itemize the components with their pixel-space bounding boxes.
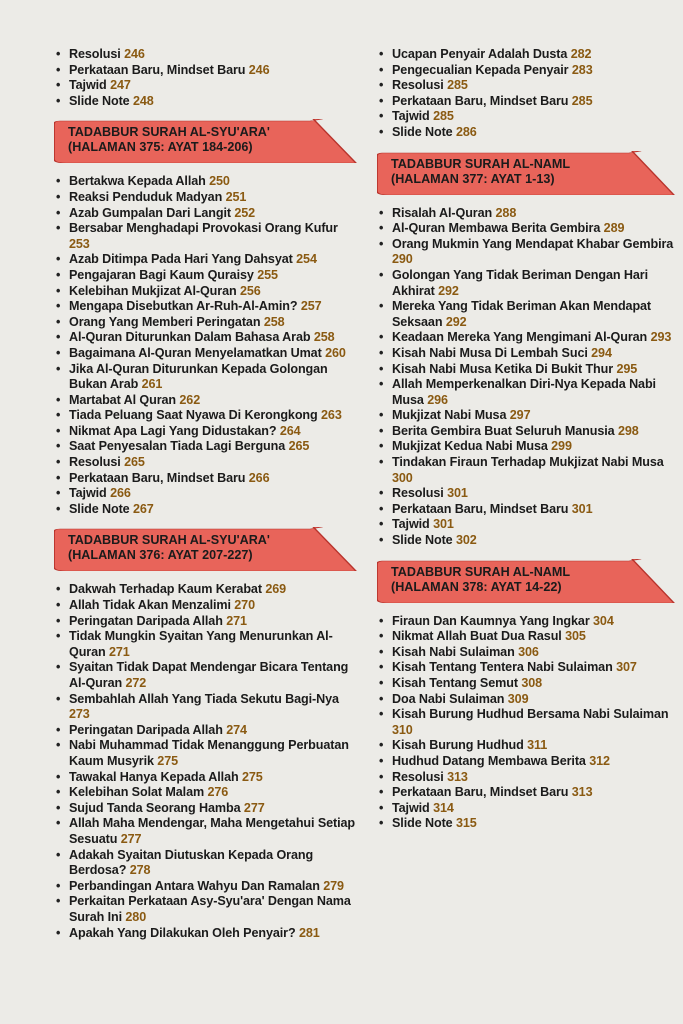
toc-entry (54, 174, 359, 190)
toc-entry-page: 297 (509, 408, 531, 423)
toc-entry-page: 255 (257, 267, 278, 282)
toc-entry (377, 221, 677, 237)
toc-entry-page: 248 (133, 93, 154, 108)
toc-entry-title: Nikmat Apa Lagi Yang Didustakan? (69, 423, 277, 438)
toc-entry-page: 250 (209, 174, 230, 189)
section-banner (54, 119, 359, 163)
toc-entry-page: 301 (433, 517, 454, 532)
toc-entry-page: 278 (129, 863, 151, 878)
toc-entry-page: 296 (427, 392, 448, 407)
toc-entry-title: Reaksi Penduduk Madyan (69, 189, 223, 204)
toc-entry-page: 261 (141, 377, 163, 392)
toc-entry-page: 258 (263, 314, 285, 329)
toc-entry (54, 455, 359, 471)
toc-list (54, 174, 359, 517)
toc-entry-title: Slide Note (69, 93, 130, 108)
toc-entry (54, 393, 359, 409)
toc-entry-title: Apakah Yang Dilakukan Oleh Penyair? (69, 925, 296, 940)
banner-title-line1: TADABBUR SURAH AL-SYU'ARA' (68, 533, 270, 548)
toc-entry-page: 269 (265, 582, 287, 597)
toc-entry-page: 292 (445, 314, 467, 329)
toc-entry (377, 533, 677, 549)
toc-entry-page: 280 (125, 909, 147, 924)
toc-entry (54, 252, 359, 268)
toc-entry-page: 315 (456, 816, 477, 831)
toc-entry (54, 614, 359, 630)
toc-entry (377, 801, 677, 817)
toc-entry-page: 266 (248, 470, 270, 485)
toc-entry (54, 582, 359, 598)
toc-entry-page: 275 (242, 769, 263, 784)
toc-entry (54, 738, 359, 769)
toc-entry-title: Resolusi (392, 769, 444, 784)
toc-entry (54, 47, 359, 63)
toc-entry (54, 894, 359, 925)
toc-entry-title: Al-Quran Membawa Berita Gembira (392, 221, 601, 236)
toc-list (54, 582, 359, 941)
toc-entry-page: 257 (300, 299, 322, 314)
toc-entry-title: Perkataan Baru, Mindset Baru (392, 93, 569, 108)
toc-entry-title: Hudhud Datang Membawa Berita (392, 753, 586, 768)
banner-title (68, 533, 270, 563)
toc-entry-page: 282 (570, 47, 592, 61)
toc-entry-title: Nabi Muhammad Tidak Menanggung Perbuatan Kaum Musyrik (69, 738, 349, 768)
toc-entry-page: 299 (551, 439, 572, 454)
toc-entry-title: Jika Al-Quran Diturunkan Kepada Golongan Bukan Arab (69, 361, 328, 392)
toc-entry-page: 258 (313, 330, 335, 345)
toc-entry-title: Golongan Yang Tidak Beriman Dengan Hari Akhirat (392, 267, 648, 298)
toc-entry-page: 273 (69, 707, 90, 722)
toc-entry-title: Tajwid (392, 517, 430, 532)
toc-entry-page: 279 (323, 878, 344, 893)
toc-entry-page: 293 (650, 330, 672, 345)
toc-entry-page: 285 (571, 93, 593, 108)
toc-entry-title: Allah Memperkenalkan Diri-Nya Kepada Nabi Musa (392, 377, 656, 407)
toc-entry (377, 754, 677, 770)
toc-entry-page: 283 (571, 62, 593, 77)
toc-entry-page: 309 (507, 691, 529, 706)
toc-entry (377, 94, 677, 110)
toc-entry-title: Bagaimana Al-Quran Menyelamatkan Umat (69, 345, 322, 360)
toc-entry-title: Kelebihan Solat Malam (69, 785, 205, 800)
toc-entry-page: 314 (433, 800, 454, 815)
toc-entry (377, 362, 677, 378)
toc-entry-page: 256 (239, 283, 261, 298)
toc-entry (54, 78, 359, 94)
toc-entry-title: Berita Gembira Buat Seluruh Manusia (392, 423, 615, 438)
toc-entry-title: Tidak Mungkin Syaitan Yang Menurunkan Al-Quran (69, 629, 333, 659)
banner-title-line1: TADABBUR SURAH AL-NAML (391, 156, 571, 171)
toc-entry (54, 770, 359, 786)
toc-entry-page: 307 (616, 660, 637, 675)
toc-entry-title: Perkataan Baru, Mindset Baru (392, 785, 569, 800)
toc-entry-page: 254 (296, 252, 317, 267)
toc-entry-title: Kisah Nabi Musa Ketika Di Bukit Thur (392, 361, 614, 376)
banner-title-line1: TADABBUR SURAH AL-NAML (391, 564, 571, 579)
toc-entry-title: Azab Gumpalan Dari Langit (69, 205, 231, 220)
toc-entry (377, 676, 677, 692)
toc-entry (54, 299, 359, 315)
banner-title-line2: (HALAMAN 376: AYAT 207-227) (68, 548, 253, 563)
toc-entry (54, 502, 359, 518)
toc-entry (54, 660, 359, 691)
toc-entry-page: 277 (243, 800, 265, 815)
toc-entry-page: 267 (133, 501, 154, 516)
toc-entry-page: 277 (120, 831, 142, 846)
toc-entry (377, 614, 677, 630)
toc-entry-page: 272 (125, 676, 147, 690)
toc-entry-page: 301 (571, 501, 593, 516)
toc-entry-page: 251 (225, 189, 247, 204)
toc-entry (377, 63, 677, 79)
toc-entry (54, 284, 359, 300)
toc-entry-title: Perkaitan Perkataan Asy-Syu'ara' Dengan Nama Surah Ini (69, 894, 351, 924)
toc-entry-page: 312 (589, 753, 610, 768)
toc-entry (377, 424, 677, 440)
toc-entry-page: 264 (279, 423, 301, 438)
toc-entry-title: Perkataan Baru, Mindset Baru (392, 501, 569, 516)
toc-entry (54, 801, 359, 817)
toc-entry-page: 313 (447, 769, 468, 784)
toc-entry (54, 424, 359, 440)
toc-entry-page: 301 (447, 486, 468, 501)
toc-entry (377, 692, 677, 708)
toc-entry-title: Dakwah Terhadap Kaum Kerabat (69, 582, 262, 597)
toc-entry-page: 306 (518, 644, 539, 659)
toc-entry-title: Bertakwa Kepada Allah (69, 174, 206, 189)
toc-entry-title: Slide Note (69, 501, 130, 516)
right-column (377, 47, 677, 832)
banner-title (391, 157, 570, 187)
toc-entry (377, 770, 677, 786)
toc-entry-title: Ucapan Penyair Adalah Dusta (392, 47, 568, 61)
toc-entry-page: 266 (110, 486, 131, 501)
toc-entry-title: Mereka Yang Tidak Beriman Akan Mendapat Seksaan (392, 299, 652, 329)
toc-entry-page: 263 (321, 408, 342, 423)
toc-entry-title: Mengapa Disebutkan Ar-Ruh-Al-Amin? (69, 299, 298, 314)
toc-entry (54, 816, 359, 847)
toc-entry-title: Resolusi (392, 78, 444, 93)
toc-entry-title: Bersabar Menghadapi Provokasi Orang Kufur (69, 221, 338, 236)
toc-entry (377, 785, 677, 801)
toc-entry-page: 302 (456, 533, 477, 548)
toc-list (377, 206, 677, 549)
toc-entry-title: Mukjizat Nabi Musa (392, 408, 507, 423)
toc-entry-title: Pengajaran Bagi Kaum Quraisy (69, 267, 254, 282)
toc-entry-title: Azab Ditimpa Pada Hari Yang Dahsyat (69, 252, 293, 267)
toc-entry-page: 252 (234, 205, 256, 220)
toc-entry-page: 294 (591, 345, 612, 360)
toc-entry-page: 274 (226, 722, 247, 737)
toc-entry-page: 298 (617, 423, 639, 438)
toc-entry-page: 290 (392, 252, 413, 267)
toc-entry-title: Adakah Syaitan Diutuskan Kepada Orang Berdosa? (69, 847, 314, 878)
toc-entry-title: Resolusi (69, 47, 121, 61)
toc-entry-title: Slide Note (392, 533, 453, 548)
toc-entry-title: Orang Mukmin Yang Mendapat Khabar Gembira (392, 236, 674, 251)
toc-entry-title: Resolusi (392, 486, 444, 501)
toc-entry-page: 275 (157, 753, 179, 768)
toc-entry-title: Doa Nabi Sulaiman (392, 691, 505, 706)
toc-entry-title: Tiada Peluang Saat Nyawa Di Kerongkong (69, 408, 318, 423)
toc-entry (54, 315, 359, 331)
toc-entry (54, 408, 359, 424)
toc-entry-page: 313 (571, 785, 593, 800)
toc-entry (54, 723, 359, 739)
toc-entry (377, 109, 677, 125)
toc-entry-title: Slide Note (392, 816, 453, 831)
toc-entry-title: Kisah Tentang Semut (392, 676, 518, 690)
toc-entry-title: Keadaan Mereka Yang Mengimani Al-Quran (392, 330, 648, 345)
toc-entry-title: Sembahlah Allah Yang Tiada Sekutu Bagi-Nya (69, 691, 339, 706)
toc-entry-title: Firaun Dan Kaumnya Yang Ingkar (392, 613, 590, 628)
toc-entry-title: Peringatan Daripada Allah (69, 722, 223, 737)
toc-entry (54, 439, 359, 455)
toc-entry-page: 289 (603, 221, 625, 236)
toc-entry-title: Perkataan Baru, Mindset Baru (69, 62, 246, 77)
toc-entry (54, 206, 359, 222)
toc-entry-title: Kisah Burung Hudhud (392, 738, 524, 753)
toc-entry-page: 285 (433, 109, 454, 124)
toc-entry (377, 268, 677, 299)
toc-entry-page: 265 (288, 439, 310, 454)
toc-entry-title: Peringatan Daripada Allah (69, 613, 223, 628)
toc-entry (377, 206, 677, 222)
toc-entry-title: Tajwid (392, 109, 430, 124)
toc-entry (377, 517, 677, 533)
toc-entry (377, 707, 677, 738)
toc-entry-page: 286 (456, 124, 477, 139)
toc-entry-page: 281 (298, 925, 320, 940)
toc-entry-page: 265 (124, 455, 145, 470)
banner-title (391, 565, 570, 595)
toc-entry-page: 270 (234, 598, 255, 613)
toc-entry-page: 295 (616, 361, 638, 376)
toc-entry-title: Perkataan Baru, Mindset Baru (69, 470, 246, 485)
toc-entry (377, 330, 677, 346)
toc-entry-title: Martabat Al Quran (69, 392, 176, 407)
toc-entry (54, 362, 359, 393)
toc-entry (377, 486, 677, 502)
toc-entry-page: 304 (593, 613, 614, 628)
toc-entry (54, 848, 359, 879)
section-banner (377, 559, 677, 603)
toc-entry-title: Tajwid (69, 78, 107, 93)
toc-entry (377, 377, 677, 408)
toc-entry (377, 237, 677, 268)
toc-entry (54, 346, 359, 362)
toc-entry-page: 260 (325, 345, 346, 360)
banner-title-line2: (HALAMAN 375: AYAT 184-206) (68, 140, 253, 155)
banner-title-line2: (HALAMAN 377: AYAT 1-13) (391, 171, 555, 186)
toc-entry-page: 311 (527, 738, 548, 753)
toc-entry-page: 246 (124, 47, 145, 61)
toc-entry-page: 310 (392, 722, 413, 737)
toc-entry (54, 692, 359, 723)
toc-entry-title: Tajwid (392, 800, 430, 815)
toc-entry (377, 455, 677, 486)
toc-entry (54, 486, 359, 502)
toc-entry (54, 926, 359, 942)
toc-entry (377, 645, 677, 661)
toc-entry (54, 330, 359, 346)
toc-entry (54, 190, 359, 206)
toc-entry-title: Kisah Burung Hudhud Bersama Nabi Sulaiman (392, 707, 669, 722)
toc-entry-title: Risalah Al-Quran (392, 205, 493, 220)
toc-entry-title: Tajwid (69, 486, 107, 501)
toc-entry-page: 271 (226, 613, 247, 628)
toc-entry-page: 300 (392, 470, 413, 485)
toc-entry (377, 299, 677, 330)
toc-entry (377, 660, 677, 676)
toc-entry-page: 308 (521, 676, 543, 690)
banner-title-line2: (HALAMAN 378: AYAT 14-22) (391, 579, 562, 594)
toc-list (54, 47, 359, 109)
toc-entry (54, 268, 359, 284)
toc-entry-title: Syaitan Tidak Dapat Mendengar Bicara Tentang Al-Quran (69, 660, 349, 690)
toc-entry-title: Kelebihan Mukjizat Al-Quran (69, 283, 237, 298)
toc-entry (54, 629, 359, 660)
banner-title-line1: TADABBUR SURAH AL-SYU'ARA' (68, 125, 270, 140)
toc-entry (377, 47, 677, 63)
toc-entry-title: Kisah Tentang Tentera Nabi Sulaiman (392, 660, 613, 675)
toc-entry-title: Tindakan Firaun Terhadap Mukjizat Nabi Musa (392, 455, 664, 470)
toc-entry-title: Al-Quran Diturunkan Dalam Bahasa Arab (69, 330, 311, 345)
toc-entry (54, 94, 359, 110)
toc-entry (54, 785, 359, 801)
left-column (54, 47, 359, 941)
toc-entry (54, 879, 359, 895)
toc-entry (377, 738, 677, 754)
toc-entry-page: 285 (447, 78, 468, 93)
toc-entry-title: Slide Note (392, 124, 453, 139)
toc-entry (377, 408, 677, 424)
toc-entry (54, 63, 359, 79)
toc-list (377, 47, 677, 141)
toc-entry (377, 629, 677, 645)
toc-entry (54, 221, 359, 252)
toc-entry-page: 262 (179, 392, 201, 407)
toc-entry-page: 288 (495, 205, 517, 220)
toc-entry-page: 305 (565, 629, 586, 644)
section-banner (54, 527, 359, 571)
toc-entry-title: Resolusi (69, 455, 121, 470)
toc-entry-page: 246 (248, 62, 270, 77)
toc-entry (377, 502, 677, 518)
toc-entry-title: Allah Maha Mendengar, Maha Mengetahui Setiap Sesuatu (69, 816, 356, 846)
banner-title (68, 125, 270, 155)
toc-entry (377, 125, 677, 141)
toc-entry-page: 247 (110, 78, 131, 93)
toc-entry (54, 598, 359, 614)
toc-entry (54, 471, 359, 487)
toc-entry-title: Allah Tidak Akan Menzalimi (69, 598, 231, 613)
toc-list (377, 614, 677, 832)
toc-entry-title: Saat Penyesalan Tiada Lagi Berguna (69, 439, 286, 454)
toc-entry (377, 439, 677, 455)
toc-entry-page: 292 (438, 283, 459, 298)
toc-entry-title: Tawakal Hanya Kepada Allah (69, 769, 239, 784)
toc-entry-title: Kisah Nabi Musa Di Lembah Suci (392, 345, 588, 360)
toc-entry-title: Perbandingan Antara Wahyu Dan Ramalan (69, 878, 320, 893)
toc-entry-page: 253 (69, 236, 90, 251)
toc-entry-title: Orang Yang Memberi Peringatan (69, 314, 261, 329)
toc-entry-title: Sujud Tanda Seorang Hamba (69, 800, 241, 815)
section-banner (377, 151, 677, 195)
toc-entry-title: Mukjizat Kedua Nabi Musa (392, 439, 548, 454)
toc-entry (377, 816, 677, 832)
toc-entry (377, 78, 677, 94)
toc-entry (377, 346, 677, 362)
toc-entry-page: 271 (109, 644, 130, 659)
toc-entry-title: Kisah Nabi Sulaiman (392, 644, 515, 659)
toc-entry-title: Pengecualian Kepada Penyair (392, 62, 569, 77)
toc-entry-title: Nikmat Allah Buat Dua Rasul (392, 629, 562, 644)
toc-entry-page: 276 (207, 785, 229, 800)
